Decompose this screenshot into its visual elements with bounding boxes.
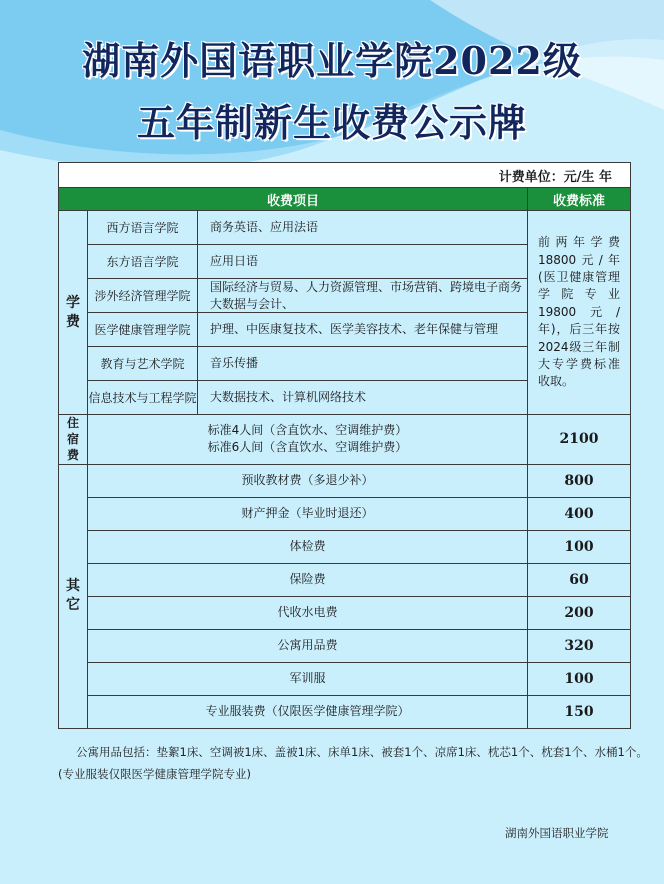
fee-item-name: 财产押金（毕业时退还）: [88, 497, 528, 530]
college-name: 西方语言学院: [88, 211, 198, 245]
college-name: 教育与艺术学院: [88, 347, 198, 381]
major-list: 商务英语、应用法语: [198, 211, 528, 245]
footer-school-name: 湖南外国语职业学院: [505, 826, 609, 840]
table-row: [59, 211, 631, 245]
tuition-label: 学 费: [59, 211, 88, 415]
table-row: [59, 497, 631, 530]
fee-table: [58, 162, 631, 729]
table-row: [59, 563, 631, 596]
table-row: [59, 596, 631, 629]
dorm-label: 住 宿 费: [59, 415, 88, 465]
dorm-description: [88, 415, 528, 465]
tuition-standard: 前两年学费18800元/年(医卫健康管理学院专业19800元/年)，后三年按2024级三年制大专学费标准收取。: [528, 211, 631, 415]
major-list: 国际经济与贸易、人力资源管理、市场营销、跨境电子商务大数据与会计、: [198, 279, 528, 313]
college-name: 涉外经济管理学院: [88, 279, 198, 313]
dorm-line-6: 标准6人间（含直饮水、空调维护费）: [207, 440, 408, 455]
fee-item-amount: 320: [528, 629, 631, 662]
college-name: 信息技术与工程学院: [88, 381, 198, 415]
fee-item-amount: 400: [528, 497, 631, 530]
unit-label: 计费单位：元/生 年: [59, 163, 631, 188]
table-row: [59, 530, 631, 563]
table-header: [59, 188, 631, 211]
fee-item-amount: 800: [528, 464, 631, 497]
fee-item-name: 体检费: [88, 530, 528, 563]
page-title: 湖南外国语职业学院2022级: [82, 38, 582, 83]
fee-item-amount: 100: [528, 530, 631, 563]
col-standard-header: 收费标准: [528, 188, 631, 211]
dorm-row: [59, 415, 631, 465]
table-row: [59, 695, 631, 728]
college-name: 医学健康管理学院: [88, 313, 198, 347]
supplies-note: 公寓用品包括：垫絮1床、空调被1床、盖被1床、床单1床、被套1个、凉席1床、枕芯1个、枕套1个、水桶1个。: [76, 745, 648, 759]
col-item-header: 收费项目: [59, 188, 528, 211]
dorm-amount: 2100: [528, 415, 631, 465]
fee-item-name: 军训服: [88, 662, 528, 695]
fee-item-name: 预收教材费（多退少补）: [88, 464, 528, 497]
uniform-note: (专业服装仅限医学健康管理学院专业): [58, 767, 251, 781]
table-row: [59, 629, 631, 662]
fee-item-name: 专业服装费（仅限医学健康管理学院）: [88, 695, 528, 728]
college-name: 东方语言学院: [88, 245, 198, 279]
fee-item-amount: 60: [528, 563, 631, 596]
fee-item-amount: 100: [528, 662, 631, 695]
fee-item-name: 保险费: [88, 563, 528, 596]
fee-item-amount: 150: [528, 695, 631, 728]
page-subtitle: 五年制新生收费公示牌: [136, 100, 527, 145]
table-row: [59, 662, 631, 695]
unit-row: [59, 163, 631, 188]
major-list: 大数据技术、计算机网络技术: [198, 381, 528, 415]
dorm-line-4: 标准4人间（含直饮水、空调维护费）: [207, 423, 408, 438]
fee-item-name: 代收水电费: [88, 596, 528, 629]
other-label: 其 它: [59, 464, 88, 728]
major-list: 应用日语: [198, 245, 528, 279]
major-list: 音乐传播: [198, 347, 528, 381]
table-row: [59, 464, 631, 497]
fee-item-name: 公寓用品费: [88, 629, 528, 662]
fee-item-amount: 200: [528, 596, 631, 629]
major-list: 护理、中医康复技术、医学美容技术、老年保健与管理: [198, 313, 528, 347]
